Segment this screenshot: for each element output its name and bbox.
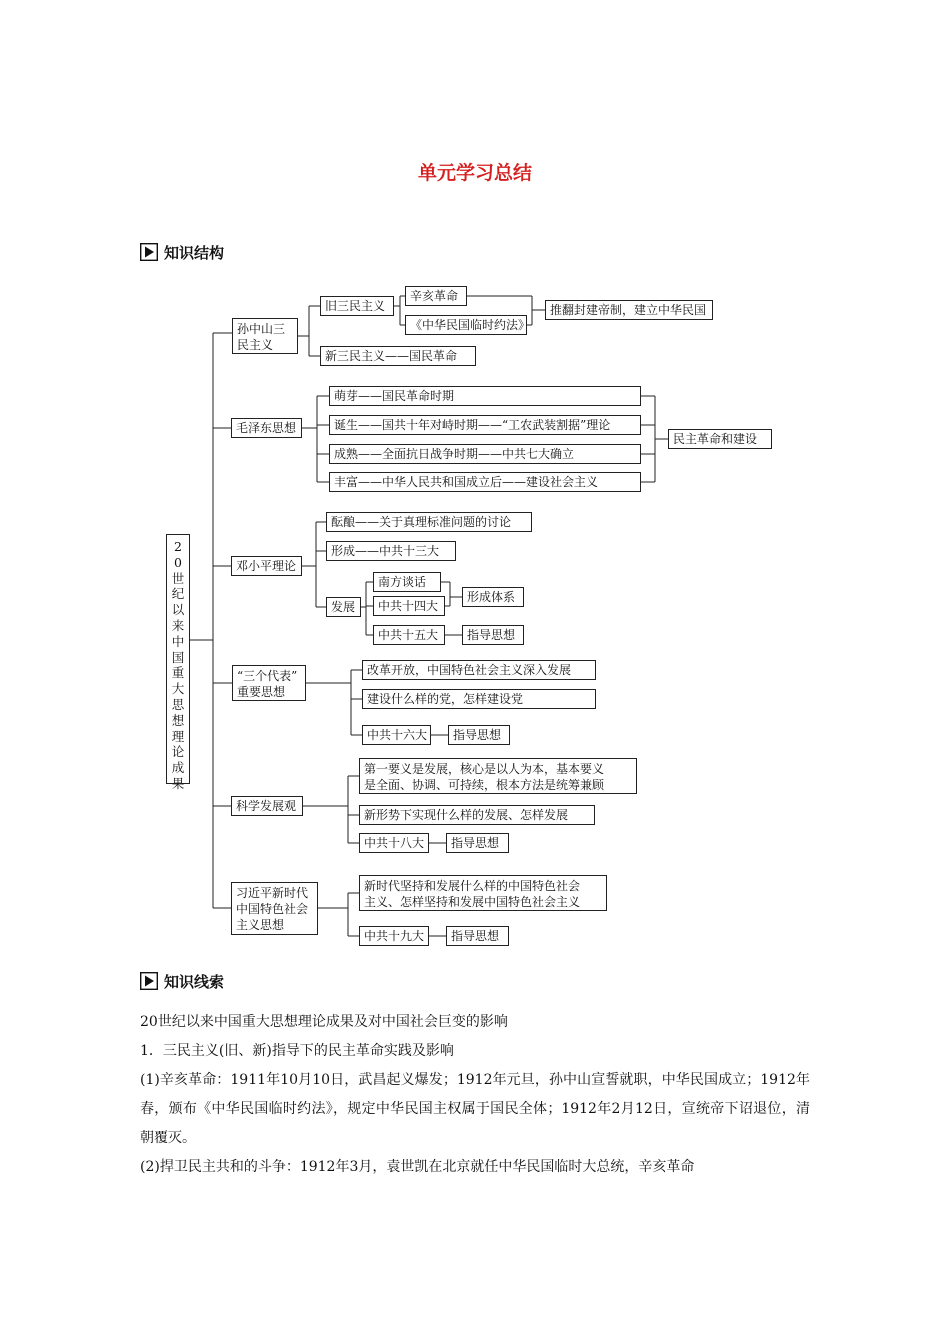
node-sci-item-1-line2: 是全面、协调、可持续，根本方法是统筹兼顾 [364, 778, 605, 792]
node-deng-guide: 指导思想 [462, 625, 524, 645]
section-heading-clues [140, 971, 224, 991]
section-heading-label: 知识结构 [164, 243, 225, 262]
root-label: 20世纪以来中国重大思想理论成果 [171, 539, 185, 791]
node-deng-theory: 邓小平理论 [231, 556, 302, 576]
node-xi-line3: 主义思想 [236, 918, 285, 932]
node-deng-14th: 中共十四大 [373, 596, 445, 616]
diagram-root [166, 534, 190, 791]
section-heading-label: 知识线索 [164, 972, 225, 991]
node-three-item-2: 建设什么样的党，怎样建设党 [362, 689, 596, 709]
node-three-item-1: 改革开放，中国特色社会主义深入发展 [362, 660, 596, 680]
node-three-16th: 中共十六大 [362, 725, 431, 745]
paragraph: (2)捍卫民主共和的斗争：1912年3月，袁世凯在北京就任中华民国临时大总统，辛亥革命 [140, 1159, 695, 1175]
node-xi-item-1-line2: 主义、怎样坚持和发展中国特色社会主义 [364, 895, 581, 909]
node-sci-item-1 [359, 758, 637, 794]
node-xi-line2: 中国特色社会 [236, 902, 309, 916]
node-three-line2: 重要思想 [237, 685, 286, 699]
node-mao-stage-1: 萌芽——国民革命时期 [329, 386, 641, 406]
node-sun-result: 推翻封建帝制，建立中华民国 [545, 300, 713, 320]
node-mao-thought: 毛泽东思想 [231, 418, 302, 438]
node-new-three-principles: 新三民主义——国民革命 [320, 346, 476, 366]
node-deng-form: 形成——中共十三大 [326, 541, 456, 561]
node-scientific-outlook: 科学发展观 [231, 796, 303, 816]
paragraph: 20世纪以来中国重大思想理论成果及对中国社会巨变的影响 [140, 1014, 508, 1030]
paragraph: 1．三民主义(旧、新)指导下的民主革命实践及影响 [140, 1043, 454, 1059]
node-deng-south-tour: 南方谈话 [373, 572, 441, 592]
body-text [140, 1008, 810, 1182]
node-mao-result: 民主革命和建设 [668, 429, 772, 449]
node-sci-item-1-line1: 第一要义是发展，核心是以人为本，基本要义 [364, 762, 605, 776]
node-xi-line1: 习近平新时代 [236, 886, 309, 900]
node-sci-item-2: 新形势下实现什么样的发展、怎样发展 [359, 805, 595, 825]
node-provisional-constitution: 《中华民国临时约法》 [405, 315, 527, 335]
node-sun-yat-sen [232, 318, 298, 354]
play-triangle-icon [140, 972, 158, 990]
node-old-three-principles: 旧三民主义 [320, 296, 394, 316]
page-title: 单元学习总结 [417, 162, 532, 184]
node-mao-stage-4: 丰富——中华人民共和国成立后——建设社会主义 [329, 472, 641, 492]
node-xi-item-1 [359, 875, 607, 911]
node-xi-thought [231, 882, 318, 935]
paragraph: (1)辛亥革命：1911年10月10日，武昌起义爆发；1912年元旦，孙中山宣誓就职，中华民国成立；1912年春，颁布《中华民国临时约法》，规定中华民国主权属于国民全体；1912年2月12日，宣统帝下诏退位，清朝覆灭。 [140, 1072, 810, 1146]
node-deng-develop: 发展 [326, 597, 361, 617]
node-mao-stage-3: 成熟——全面抗日战争时期——中共七大确立 [329, 444, 641, 464]
node-deng-15th: 中共十五大 [373, 625, 445, 645]
node-sci-guide: 指导思想 [446, 833, 509, 853]
node-three-line1: “三个代表” [237, 669, 298, 683]
node-deng-system: 形成体系 [462, 587, 524, 607]
node-xi-guide: 指导思想 [446, 926, 509, 946]
node-deng-brew: 酝酿——关于真理标准问题的讨论 [326, 512, 532, 532]
node-xinhai-revolution: 辛亥革命 [405, 286, 467, 306]
node-sci-18th: 中共十八大 [359, 833, 429, 853]
node-three-represents [232, 665, 306, 701]
node-sun-line1: 孙中山三 [237, 322, 286, 336]
node-sun-line2: 民主义 [237, 338, 274, 352]
node-three-guide: 指导思想 [448, 725, 510, 745]
node-xi-19th: 中共十九大 [359, 926, 429, 946]
node-xi-item-1-line1: 新时代坚持和发展什么样的中国特色社会 [364, 879, 581, 893]
node-mao-stage-2: 诞生——国共十年对峙时期——“工农武装割据”理论 [329, 415, 641, 435]
